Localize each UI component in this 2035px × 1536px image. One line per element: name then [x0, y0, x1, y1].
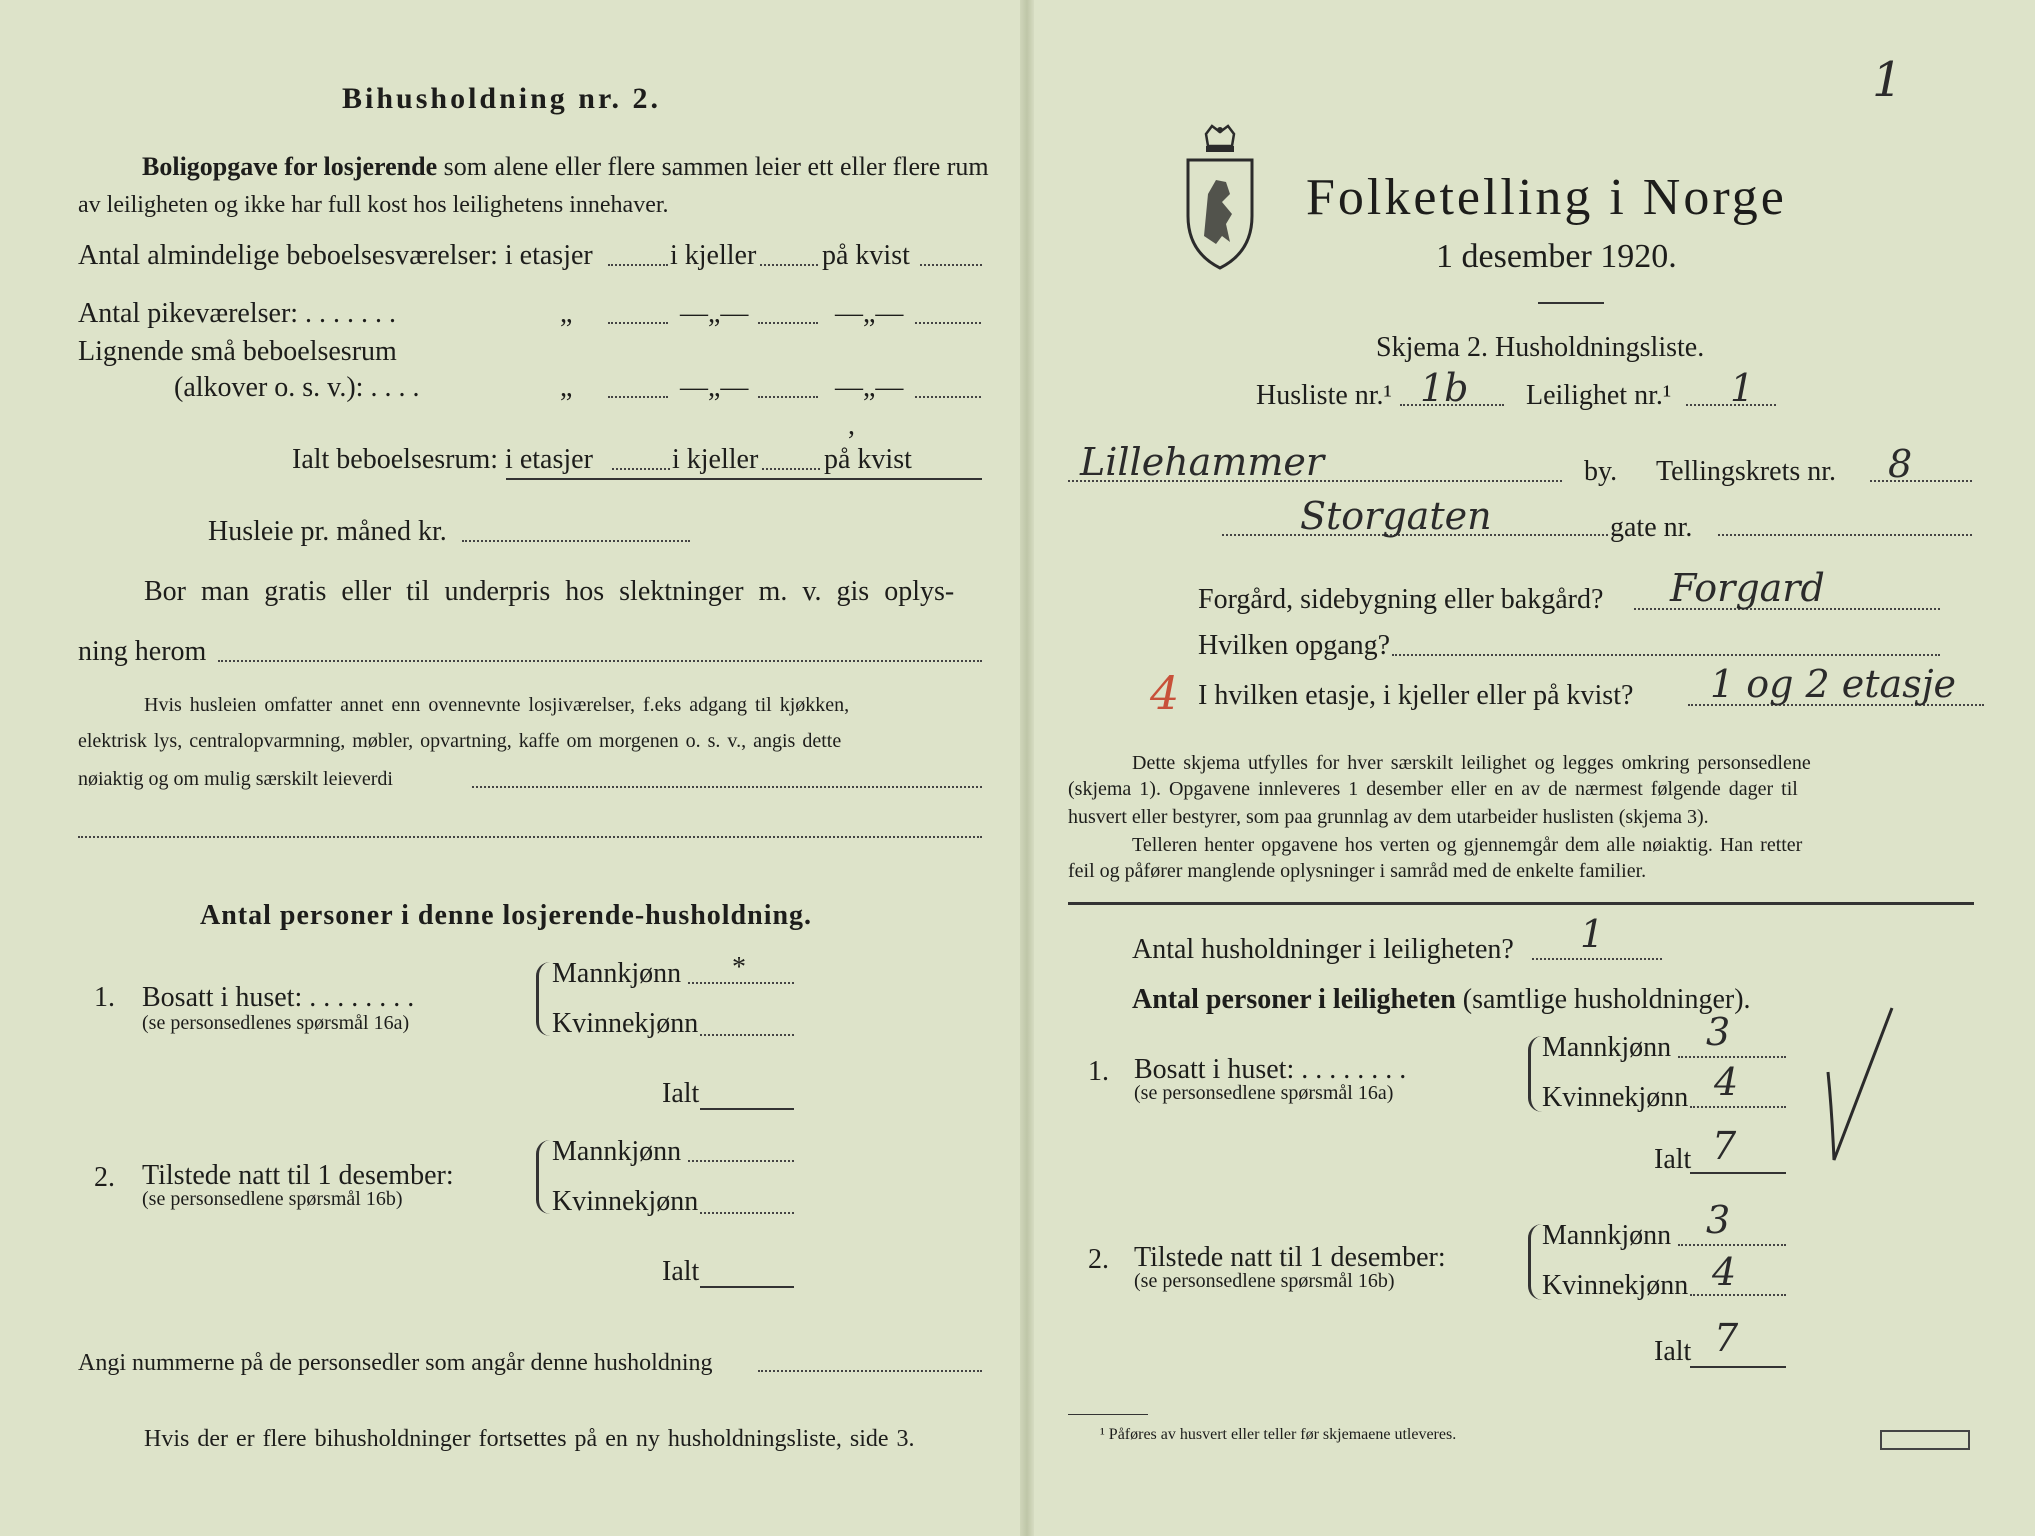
right-q2-brace: [1528, 1224, 1543, 1300]
by-label: by.: [1584, 456, 1618, 487]
etasje-label: I hvilken etasje, i kjeller eller på kvist?: [1198, 680, 1634, 711]
right-q2-total-label: Ialt: [1654, 1336, 1692, 1367]
person-numbers-line: [758, 1370, 982, 1372]
maid-line-1: [608, 322, 668, 324]
right-q2-female-label: Kvinnekjønn: [1542, 1270, 1689, 1301]
total-etasjer-line: [612, 468, 670, 470]
left-q2-female-label: Kvinnekjønn: [552, 1186, 699, 1217]
by-value[interactable]: Lillehammer: [1080, 440, 1325, 484]
leilighet-label: Leilighet nr.¹: [1526, 380, 1672, 411]
left-q2-brace: [536, 1140, 551, 1214]
left-q1-female-label: Kvinnekjønn: [552, 1008, 699, 1039]
rooms-etasjer-line: [608, 264, 668, 266]
persons-heading: [1132, 984, 1751, 1016]
ditto-dash-2: —„—: [835, 298, 904, 329]
small-rooms-label-1: Lignende små beboelsesrum: [78, 336, 397, 367]
intro-line-1: [142, 152, 989, 182]
info-line-1: Dette skjema utfylles for hver særskilt leilighet og legges omkring personsedlene: [1132, 752, 1811, 774]
footnote: ¹ Påføres av husvert eller teller før skjemaene utleveres.: [1100, 1426, 1457, 1443]
etasje-value[interactable]: 1 og 2 etasje: [1710, 662, 1956, 706]
printer-stamp: [1880, 1430, 1970, 1450]
gate-value[interactable]: Storgaten: [1300, 494, 1492, 538]
left-q1-number: 1.: [94, 982, 115, 1013]
opgang-line: [1392, 654, 1940, 656]
husliste-label: Husliste nr.¹: [1256, 380, 1392, 411]
norway-coat-of-arms-icon: [1182, 124, 1258, 272]
check-mark-icon: [1820, 1002, 1900, 1172]
intro-bold: Boligopgave for losjerende: [142, 152, 438, 181]
left-q2-male-label: Mannkjønn: [552, 1136, 682, 1167]
free-housing-line-1: Bor man gratis eller til underpris hos slektninger m. v. gis oplys-: [144, 576, 955, 607]
ditto-mark-2: „: [560, 372, 573, 403]
right-q2-number: 2.: [1088, 1244, 1109, 1275]
right-q1-female-label: Kvinnekjønn: [1542, 1082, 1689, 1113]
info-line-3: husvert eller bestyrer, som paa grunnlag av dem utarbeider huslisten (skjema 3).: [1068, 806, 1709, 828]
left-q1-total-label: Ialt: [662, 1078, 700, 1109]
right-q1-brace: [1528, 1036, 1543, 1112]
left-q1-female-line: [700, 1034, 794, 1036]
right-q1-male-value[interactable]: 3: [1706, 1010, 1731, 1054]
persons-heading-rest: (samtlige husholdninger).: [1462, 984, 1751, 1015]
small-line-3: [915, 396, 981, 398]
left-q2-female-line: [700, 1212, 794, 1214]
rooms-label: Antal almindelige beboelsesværelser: i etasjer: [78, 240, 593, 271]
intro-line-2: av leiligheten og ikke har full kost hos leilighetens innehaver.: [78, 192, 669, 218]
page-number: 1: [1872, 52, 1903, 108]
rent-line: [462, 540, 690, 542]
husliste-value[interactable]: 1b: [1420, 366, 1469, 410]
maid-line-2: [758, 322, 818, 324]
rooms-kjeller-line: [760, 264, 818, 266]
total-rooms-label: Ialt beboelsesrum: i etasjer: [292, 444, 593, 475]
right-q2-female-line: [1690, 1294, 1786, 1296]
left-q2-total-label: Ialt: [662, 1256, 700, 1287]
right-q1-label: Bosatt i huset: . . . . . . . .: [1134, 1054, 1407, 1085]
page-fold: [1020, 0, 1034, 1536]
gate-label: gate nr.: [1610, 512, 1693, 543]
left-page-title: Bihusholdning nr. 2.: [342, 82, 662, 115]
forgaard-label: Forgård, sidebygning eller bakgård?: [1198, 584, 1604, 615]
rent-includes-line-3: nøiaktig og om mulig særskilt leieverdi: [78, 768, 393, 790]
free-housing-line: [218, 660, 982, 662]
right-q1-total-line: [1690, 1172, 1786, 1174]
right-q2-female-value[interactable]: 4: [1712, 1250, 1737, 1294]
form-title: Folketelling i Norge: [1306, 169, 1787, 226]
title-rule: [1538, 302, 1604, 304]
left-q1-male-label: Mannkjønn: [552, 958, 682, 989]
rooms-kvist-label: på kvist: [822, 240, 910, 271]
ditto-mark-1: „: [560, 298, 573, 329]
info-line-2: (skjema 1). Opgavene innleveres 1 desember eller en av de nærmest følgende dager til: [1068, 778, 1798, 800]
left-q1-note: (se personsedlenes spørsmål 16a): [142, 1012, 410, 1034]
right-q1-male-label: Mannkjønn: [1542, 1032, 1672, 1063]
ditto-dash-4: —„—: [835, 372, 904, 403]
ditto-dash-3: —„—: [680, 372, 749, 403]
maid-line-3: [915, 322, 981, 324]
pencil-mark: ,: [848, 410, 855, 441]
ditto-dash-1: —„—: [680, 298, 749, 329]
rooms-kjeller-label: i kjeller: [670, 240, 757, 271]
right-q2-male-label: Mannkjønn: [1542, 1220, 1672, 1251]
rent-value-line: [472, 786, 982, 788]
leilighet-value[interactable]: 1: [1730, 366, 1755, 410]
right-q1-note: (se personsedlene spørsmål 16a): [1134, 1082, 1394, 1104]
person-numbers-label: Angi nummerne på de personsedler som angår denne husholdning: [78, 1350, 713, 1376]
rent-includes-line-2: elektrisk lys, centralopvarmning, møbler, opvartning, kaffe om morgenen o. s. v., angis dette: [78, 730, 842, 752]
total-kjeller-line: [762, 468, 820, 470]
rooms-kvist-line: [920, 264, 982, 266]
right-q2-male-line: [1678, 1244, 1786, 1246]
households-line: [1532, 958, 1662, 960]
forgaard-value[interactable]: Forgard: [1670, 566, 1825, 610]
right-q2-note: (se personsedlene spørsmål 16b): [1134, 1270, 1395, 1292]
left-q1-total-line: [700, 1108, 794, 1110]
right-q1-male-line: [1678, 1056, 1786, 1058]
persons-heading-bold: Antal personer i leiligheten: [1132, 984, 1456, 1015]
rent-value-line-2: [78, 836, 982, 838]
right-q1-total-value[interactable]: 7: [1712, 1124, 1737, 1168]
left-q2-male-line: [688, 1160, 794, 1162]
info-separator: [1068, 902, 1974, 905]
red-pencil-mark: 4: [1150, 666, 1180, 720]
left-q2-total-line: [700, 1286, 794, 1288]
gate-nr-line: [1718, 534, 1972, 536]
households-value[interactable]: 1: [1580, 912, 1605, 956]
left-persons-heading: Antal personer i denne losjerende-husholdning.: [200, 900, 813, 931]
small-rooms-label-2: (alkover o. s. v.): . . . .: [174, 372, 420, 403]
small-line-2: [758, 396, 818, 398]
total-rooms-rule: [506, 478, 982, 480]
right-q1-number: 1.: [1088, 1056, 1109, 1087]
households-label: Antal husholdninger i leiligheten?: [1132, 934, 1514, 965]
opgang-label: Hvilken opgang?: [1198, 630, 1391, 661]
info-line-4: Telleren henter opgavene hos verten og gjennemgår dem alle nøiaktig. Han retter: [1132, 834, 1803, 856]
form-date: 1 desember 1920.: [1436, 238, 1677, 275]
right-q2-male-value[interactable]: 3: [1706, 1198, 1731, 1242]
right-q2-total-line: [1690, 1366, 1786, 1368]
left-footer: Hvis der er flere bihusholdninger fortsettes på en ny husholdningsliste, side 3.: [144, 1426, 915, 1452]
right-q2-label: Tilstede natt til 1 desember:: [1134, 1242, 1446, 1273]
total-kjeller-label: i kjeller: [672, 444, 759, 475]
small-line-1: [608, 396, 668, 398]
right-q1-female-value[interactable]: 4: [1714, 1060, 1739, 1104]
left-q1-label: Bosatt i huset: . . . . . . . .: [142, 982, 415, 1013]
tellingskrets-line: [1870, 480, 1972, 482]
maid-rooms-label: Antal pikeværelser: . . . . . . .: [78, 298, 397, 329]
right-q1-total-label: Ialt: [1654, 1144, 1692, 1175]
tellingskrets-label: Tellingskrets nr.: [1656, 456, 1837, 487]
intro-rest: som alene eller flere sammen leier ett eller flere rum: [443, 152, 989, 181]
footnote-rule: [1068, 1414, 1148, 1415]
left-stray-mark: *: [732, 952, 746, 983]
rent-label: Husleie pr. måned kr.: [208, 516, 447, 547]
schema-label: Skjema 2. Husholdningsliste.: [1376, 332, 1705, 363]
right-q2-total-value[interactable]: 7: [1714, 1316, 1739, 1360]
left-q1-brace: [536, 962, 551, 1036]
total-kvist-label: på kvist: [824, 444, 912, 475]
rent-includes-line-1: Hvis husleien omfatter annet enn ovennevnte losjiværelser, f.eks adgang til kjøkken,: [144, 694, 850, 716]
tellingskrets-value[interactable]: 8: [1888, 442, 1913, 486]
right-q1-female-line: [1690, 1106, 1786, 1108]
info-line-5: feil og påfører manglende oplysninger i samråd med de enkelte familier.: [1068, 860, 1647, 882]
left-q2-label: Tilstede natt til 1 desember:: [142, 1160, 454, 1191]
free-housing-line-2: ning herom: [78, 636, 207, 667]
left-q2-note: (se personsedlene spørsmål 16b): [142, 1188, 403, 1210]
left-q2-number: 2.: [94, 1162, 115, 1193]
